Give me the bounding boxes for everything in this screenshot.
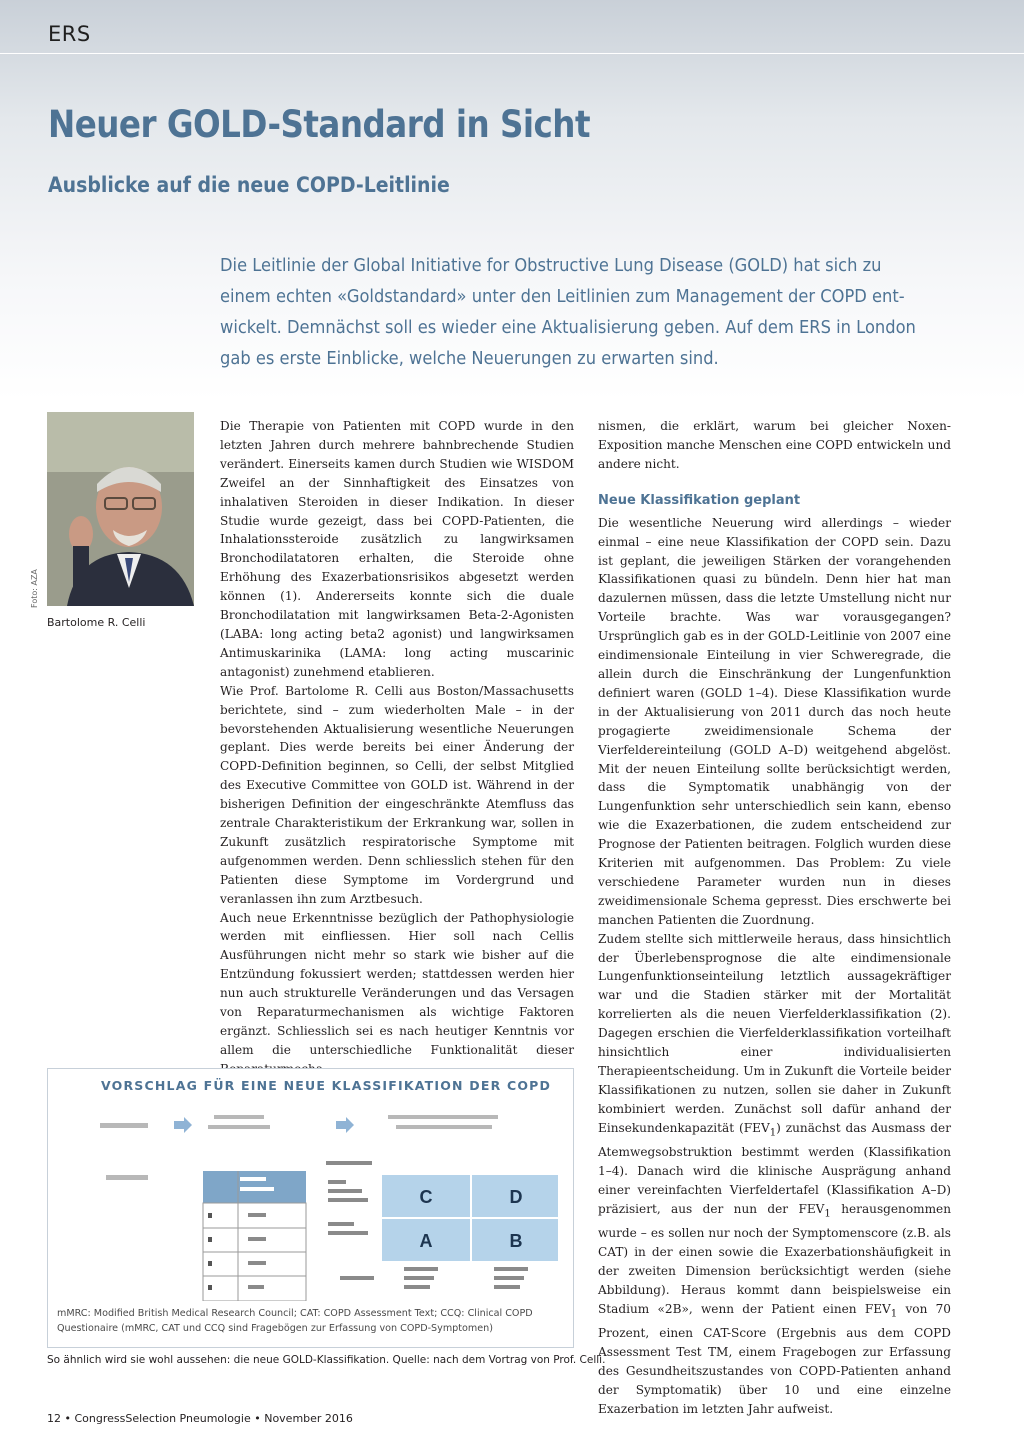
illegible-label [208, 1285, 212, 1290]
illegible-label [248, 1237, 266, 1241]
illegible-label [106, 1175, 148, 1180]
lead-paragraph [220, 250, 944, 374]
article-column-1 [220, 417, 574, 1079]
illegible-label [340, 1276, 374, 1280]
text-run: von 70 Prozent, einen CAT-Score (Ergebnis aus dem COPD Assessment Test TM, einem Fragebogen zur Erfassung des Gesundheitszustandes von COPD-Patienten anhand der Symptomatik) über 10 und eine einzelne Exazerbation im letzten Jahr aufweist. [598, 1301, 951, 1416]
illegible-label [404, 1276, 434, 1280]
illegible-label [100, 1123, 148, 1128]
page-footer: 12 • CongressSelection Pneumologie • November 2016 [47, 1412, 353, 1425]
lead-line: wickelt. Demnächst soll es wieder eine Aktualisierung geben. Auf dem ERS in London [220, 317, 916, 338]
figure-box [47, 1068, 574, 1348]
photo-credit: Foto: AZA [30, 569, 39, 608]
illegible-label [326, 1161, 372, 1165]
illegible-label [328, 1180, 346, 1184]
illegible-label [248, 1261, 266, 1265]
speaker-portrait-illustration [47, 412, 194, 606]
illegible-label [388, 1115, 498, 1119]
illegible-label [214, 1115, 264, 1119]
illegible-label [494, 1285, 520, 1289]
illegible-label [494, 1267, 528, 1271]
illegible-label [240, 1187, 274, 1191]
body-paragraph: Die Therapie von Patienten mit COPD wurde in den letzten Jahren durch mehrere bahnbrechende Studien verändert. Einerseits kamen durch Studien wie WISDOM Zweifel an der Sinnhaftigkeit des Einsatzes von inhalativen Steroiden in dieser Indikation. In dieser Studie wurde gezeigt, dass bei COPD-Patienten, die Inhalationssteroide zusätzlich zu langwirksamen Bronchodilatatoren erhalten, die Steroide ohne Erhöhung des Exazerbationsrisikos abgesetzt werden können (1). Andererseits konnte sich die duale Bronchodilatation mit langwirksamen Beta-2-Agonisten (LABA: long acting beta2 agonist) und langwirksamen Antimuskarinika (LAMA: long acting muscarinic antagonist) zunehmend etablieren. [220, 419, 574, 679]
text-run: herausgenommen wurde – es sollen nur noch der Symptomenscore (z.B. als CAT) in der einen sowie die Exazerbationshäufigkeit in der zweiten Dimension berücksichtigt werden (siehe Abbildung). Heraus kommt dann beispielsweise ein Stadium «2B», wenn der Patient einen FEV [598, 1201, 951, 1316]
figure-title: VORSCHLAG FÜR EINE NEUE KLASSIFIKATION DER COPD [101, 1078, 552, 1093]
body-paragraph: nismen, die erklärt, warum bei gleicher Noxen-Exposition manche Menschen eine COPD entwickeln und andere nicht. [598, 419, 951, 471]
text-run: ) zunächst das Ausmass der Atemwegsobstruktion bestimmt werden (Klassifikation 1–4). Danach wird die klinische Ausprägung anhand einer vereinfachten Vierfeldertafel (Klassifikation A–D) präzisiert, aus der nun der FEV [598, 1120, 951, 1216]
figure-source: So ähnlich wird sie wohl aussehen: die neue GOLD-Klassifikation. Quelle: nach dem Vortrag von Prof. Celli. [47, 1354, 606, 1366]
photo-caption: Bartolome R. Celli [47, 616, 146, 629]
illegible-label [328, 1189, 362, 1193]
illegible-label [328, 1198, 368, 1202]
abcd-grid [382, 1175, 558, 1261]
body-paragraph: Die wesentliche Neuerung wird allerdings – wieder einmal – eine neue Klassifikation der COPD sein. Dazu ist geplant, die jeweiligen Stärken der vorangehenden Klassifikationen quasi zu bündeln. Denn hier hat man dazulernen müssen, dass die letzte Umstellung nicht nur Vorteile brachte. Was war vorausgegangen? Ursprünglich gab es in der GOLD-Leitlinie von 2007 eine eindimensionale Einteilung in vier Schweregrade, die allein durch die Einschränkung der Lungenfunktion definiert waren (GOLD 1–4). Diese Klassifikation wurde in der Aktualisierung von 2011 durch das noch heute progagierte zweidimensionale Schema der Vierfeldereinteilung (GOLD A–D) weitgehend abgelöst. Mit der neuen Einteilung sollte berücksichtigt werden, dass die Symptomatik unabhängig von der Lungenfunktion sehr unterschiedlich sein kann, ebenso wie die Exazerbationen, die zudem entscheidend zur Prognose der Patienten beitragen. Folglich wurden diese Kriterien mit aufgenommen. Das Problem: Zu viele verschiedene Parameter wurden nun in dieses zweidimensionale Schema gepresst. Dies erschwerte bei manchen Patienten die Zuordnung. [598, 515, 951, 927]
classification-diagram [88, 1101, 558, 1301]
illegible-label [208, 1237, 212, 1242]
illegible-label [240, 1177, 266, 1181]
illegible-label [208, 1213, 212, 1218]
section-tag: ERS [48, 22, 91, 46]
illegible-label [248, 1285, 264, 1289]
article-subtitle: Ausblicke auf die neue COPD-Leitlinie [48, 173, 450, 197]
article-title: Neuer GOLD-Standard in Sicht [48, 103, 590, 146]
grid-label: A [419, 1231, 433, 1251]
body-paragraph: Wie Prof. Bartolome R. Celli aus Boston/Massachusetts berichtete, sind – zum wiederholten Male – in der bevorstehenden Aktualisierung wesentliche Neuerungen geplant. Dies werde bereits bei einer Änderung der COPD-Definition beginnen, so Celli, der selbst Mitglied des Executive Committee von GOLD ist. Während in der bisherigen Definition der eingeschränkte Atemfluss das zentrale Charakteristikum der Erkrankung war, sollen in Zukunft zusätzlich respiratorische Symptome mit aufgenommen werden. Denn schliesslich stehen für den Patienten diese Symptome im Vordergrund und veranlassen ihn zum Arztbesuch. [220, 683, 574, 906]
lead-line: einem echten «Goldstandard» unter den Leitlinien zum Management der COPD ent- [220, 286, 905, 307]
illegible-label [248, 1213, 266, 1217]
illegible-label [208, 1125, 270, 1129]
illegible-label [328, 1222, 354, 1226]
subscript: 1 [769, 1127, 777, 1139]
lead-line: gab es erste Einblicke, welche Neuerungen zu erwarten sind. [220, 348, 719, 369]
fev1-grade-table [203, 1171, 306, 1301]
illegible-label [404, 1267, 438, 1271]
section-heading: Neue Klassifikation geplant [598, 492, 801, 508]
text-run: Zudem stellte sich mittlerweile heraus, dass hinsichtlich der Überlebensprognose die alte eindimensionale Lungenfunktionseinteilung letztlich aussagekräftiger war und die Stadien stärker mit der Mortalität korrelierten als die neuen Vierfelderklassifikation (2). Dagegen erschien die Vierfelderklassifikation vorteilhaft hinsichtlich einer individualisierten Therapieentscheidung. Um in Zukunft die Vorteile beider Klassifikationen zu nutzen, sollen sie daher in Zukunft kombiniert werden. Zunächst soll dafür anhand der Einsekundenkapazität (FEV [598, 931, 951, 1135]
flow-arrow-icon [174, 1117, 192, 1133]
subscript: 1 [890, 1308, 898, 1320]
lead-line: Die Leitlinie der Global Initiative for Obstructive Lung Disease (GOLD) hat sich zu [220, 255, 882, 276]
grid-label: B [509, 1231, 523, 1251]
speaker-photo [47, 412, 194, 606]
illegible-label [396, 1125, 492, 1129]
header-divider [0, 53, 1024, 54]
body-paragraph [598, 930, 951, 1419]
illegible-label [208, 1261, 212, 1266]
flow-arrow-icon [336, 1117, 354, 1133]
body-paragraph: Auch neue Erkenntnisse bezüglich der Pathophysiologie werden mit einfliessen. Hier soll nach Cellis Ausführungen nicht mehr so stark wie bisher auf die Entzündung fokussiert werden; stattdessen werden hier nun auch strukturelle Veränderungen und das Versagen von Reparaturmechanismen als wichtige Faktoren ergänzt. Schliesslich sei es nach heutiger Kenntnis vor allem die unterschiedliche Funktionalität dieser [220, 910, 574, 1057]
grid-label: C [419, 1187, 433, 1207]
figure-footnote: mMRC: Modified British Medical Research Council; CAT: COPD Assessment Text; CCQ: Clinical COPD Questionaire (mMRC, CAT und CCQ sind Fragebögen zur Erfassung von COPD-Symptomen) [57, 1308, 533, 1334]
illegible-label [494, 1276, 524, 1280]
illegible-label [404, 1285, 430, 1289]
grid-label: D [509, 1187, 523, 1207]
article-column-2 [598, 417, 951, 1419]
illegible-label [328, 1231, 368, 1235]
subscript: 1 [824, 1208, 831, 1220]
